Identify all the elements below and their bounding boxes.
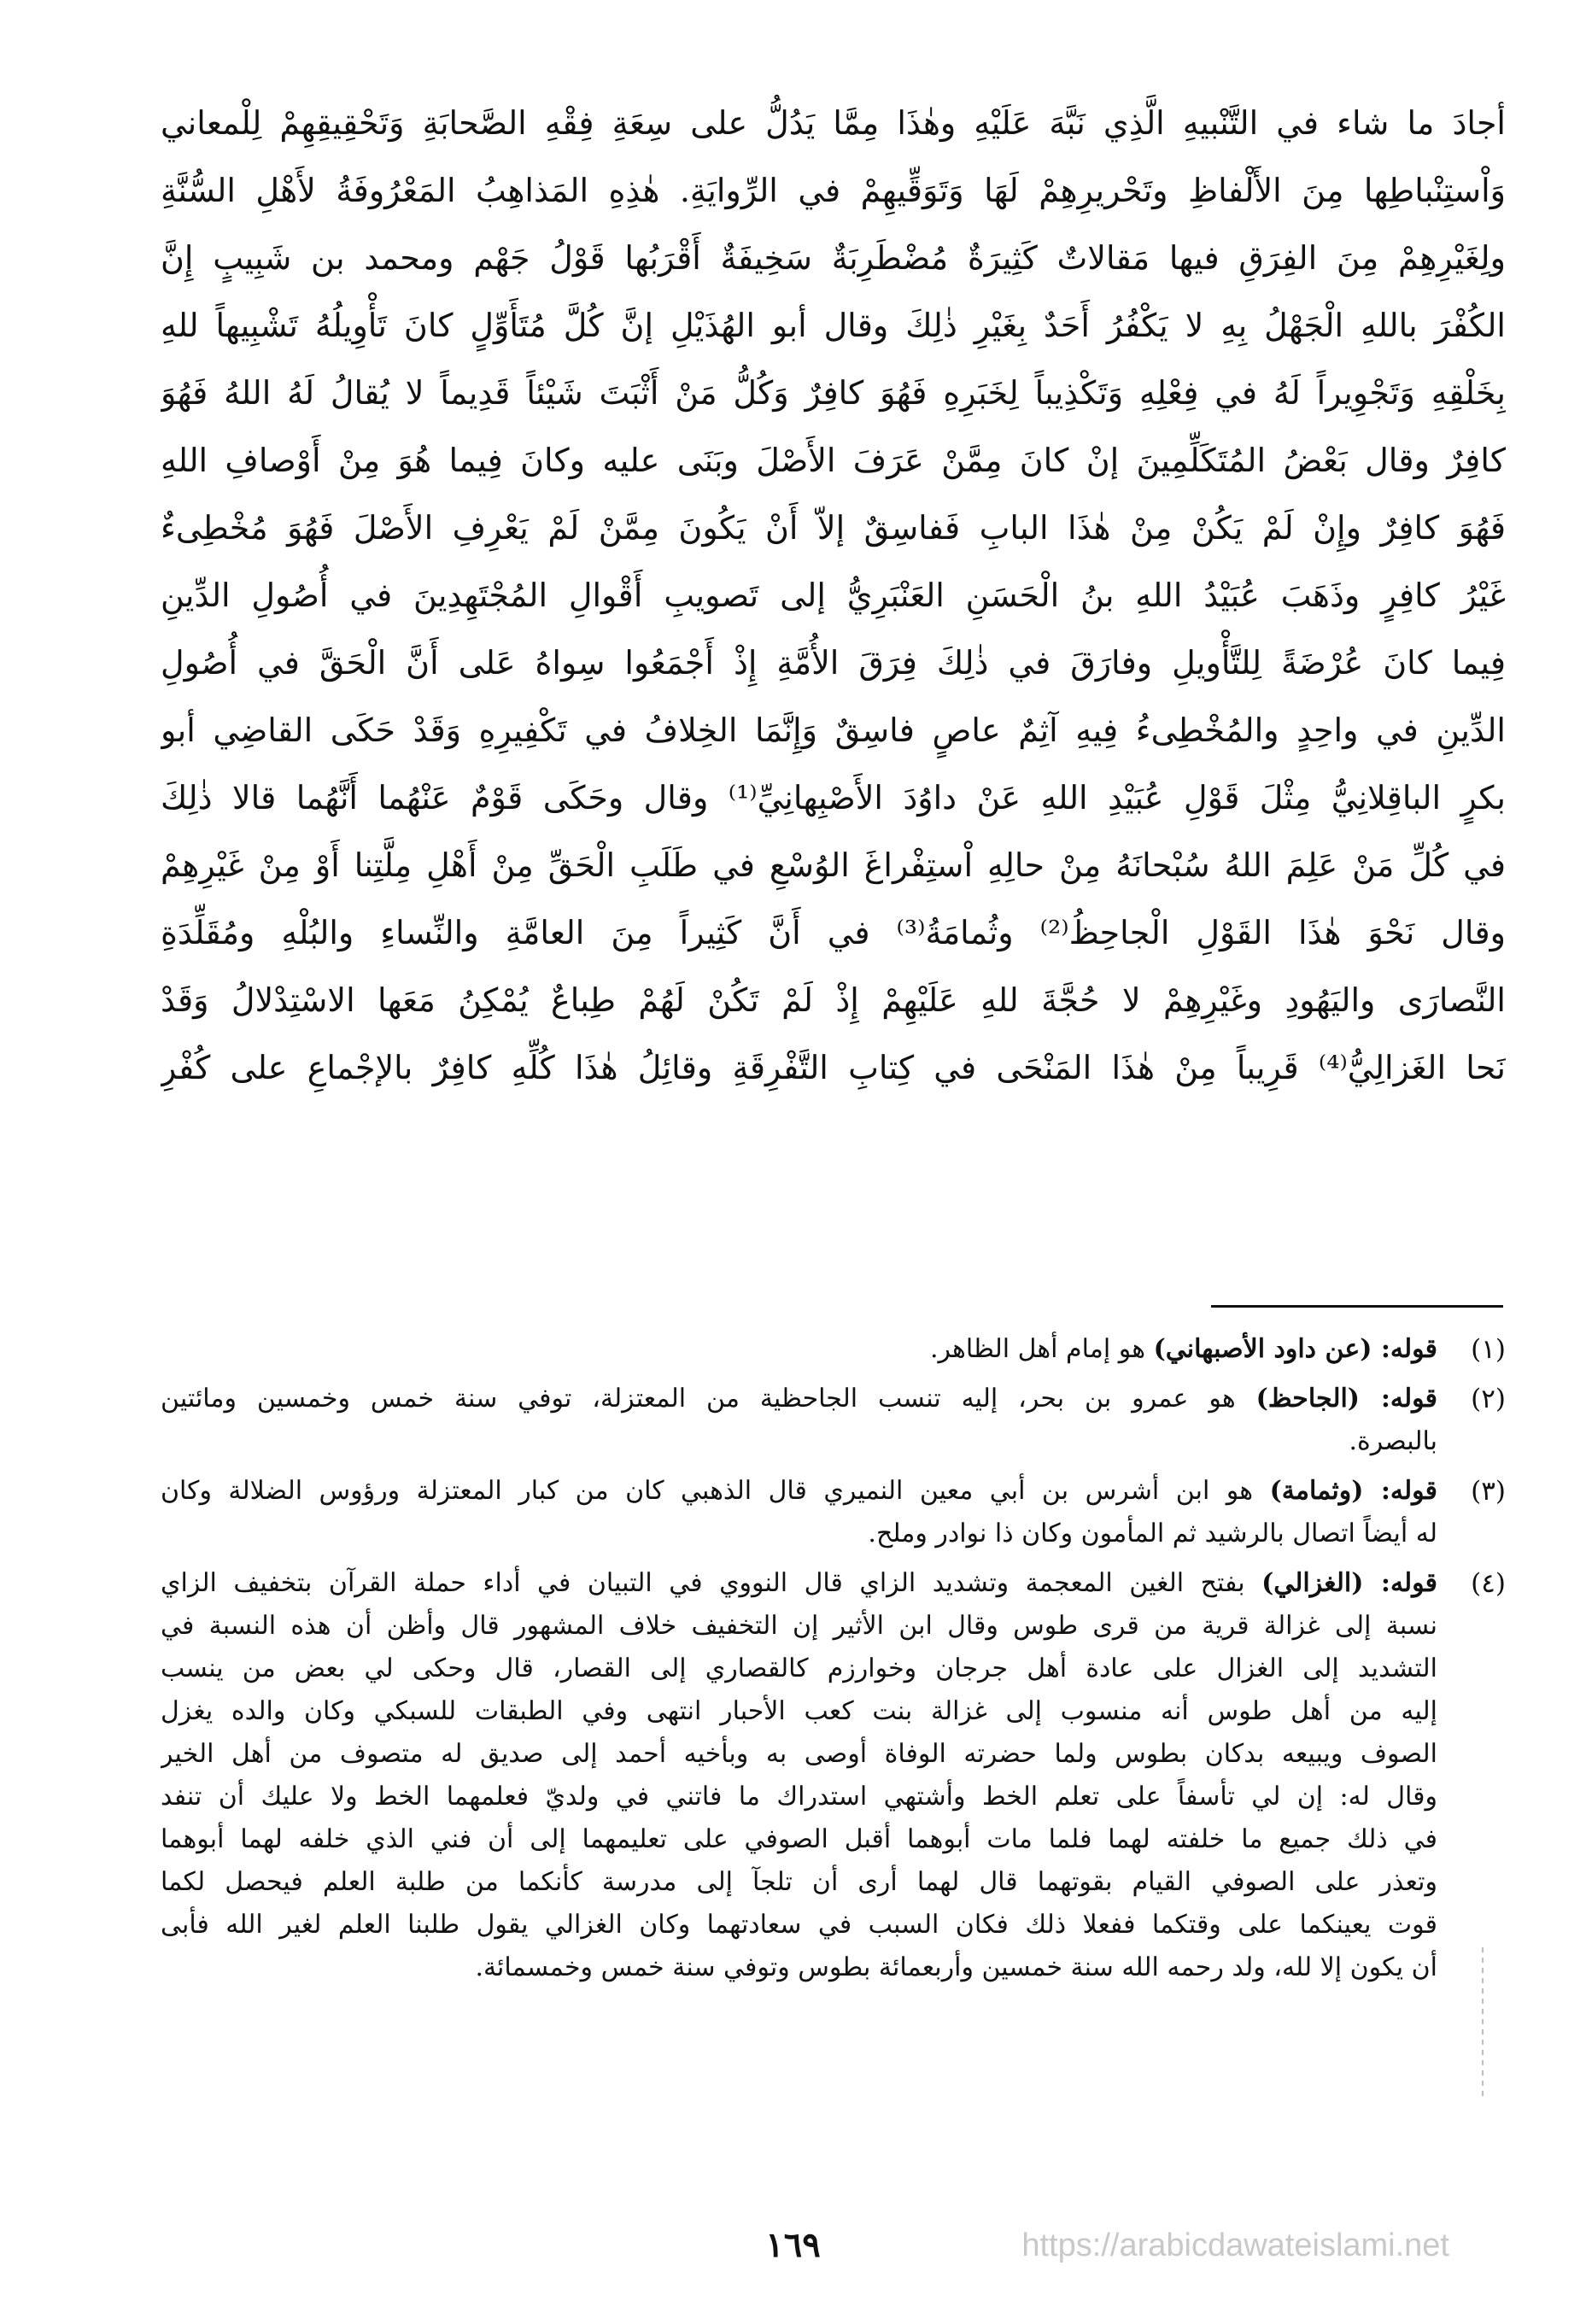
footnote-line	[161, 1562, 1437, 1605]
footnote-text: بفتح الغين المعجمة وتشديد الزاي قال النووي في التبيان في أداء حملة القرآن بتخفيف الزاي	[161, 1568, 1245, 1598]
main-text-line: ولِغَيْرِهِمْ مِنَ الفِرَقِ فيها مَقالاتٌ كَثِيرَةٌ مُضْطَرِبَةٌ سَخِيفَةٌ أَقْرَبُها قَوْلُ جَهْم ومحمد بن شَبِيبٍ إِنَّ	[161, 239, 1506, 277]
main-text-line: وقال نَحْوَ هٰذَا القَوْلِ الْجاحِظُ⁽²⁾ وثُمامَةُ⁽³⁾ في أَنَّ كَثِيراً مِنَ العامَّةِ والنِّساءِ والبُلْهِ ومُقَلِّدَةِ	[161, 914, 1506, 951]
footnote-line	[161, 1378, 1437, 1420]
footnote-text: هو إمام أهل الظاهر.	[929, 1334, 1146, 1364]
footnote-line: وتعذر على الصوفي القيام بقوتهما قال لهما أرى أن تلجآ إلى مدرسة كأنكما من طلبة العلم فيحصل لكما	[161, 1867, 1437, 1897]
main-text-line: بكرٍ الباقِلانِيُّ مِثْلَ قَوْلِ عُبَيْدِ اللهِ عَنْ داوُدَ الأَصْبِهانِيِّ⁽¹⁾ وقال وحَكَى قَوْمٌ عَنْهُما أَنَّهُما قالا ذٰلِكَ	[161, 779, 1506, 817]
footnote-label: قوله: (الغزالي)	[1261, 1568, 1437, 1598]
main-text-line: نَحا الغَزالِيُّ⁽⁴⁾ قَرِيباً مِنْ هٰذَا المَنْحَى في كِتابِ التَّفْرِقَةِ وقائِلُ هٰذَا كُلِّهِ كافِرٌ بالإجْماعِ على كُفْرِ	[161, 1049, 1506, 1086]
footnote-line: أن يكون إلا لله، ولد رحمه الله سنة خمسين وأربعمائة بطوس وتوفي سنة خمس وخمسمائة.	[475, 1952, 1437, 1982]
footnote-number: (٢)	[1471, 1384, 1506, 1414]
footnote-label: قوله: (وثمامة)	[1269, 1476, 1437, 1506]
footnote-1	[161, 1328, 1506, 1371]
footnotes	[161, 1328, 1506, 1996]
main-text-line: وَاْستِنْباطِها مِنَ الأَلْفاظِ وتَحْريرِهِمْ لَهَا وَتَوَقِّيهِمْ في الرِّوايَةِ. هٰذِهِ المَذاهِبُ المَعْرُوفَةُ لأَهْلِ السُّنَّةِ	[161, 172, 1506, 209]
main-text-line: فَهُوَ كافِرٌ وإِنْ لَمْ يَكُنْ مِنْ هٰذَا البابِ فَفاسِقٌ إلاّ أَنْ يَكُونَ مِمَّنْ لَمْ يَعْرِفِ الأَصْلَ فَهُوَ مُخْطِىءٌ	[161, 509, 1506, 547]
footnote-line: في ذلك جميع ما خلفته لهما فلما مات أبوهما أقبل الصوفي على تعليمهما إلى أن فني الذي خلفه لهما أبوهما	[161, 1824, 1437, 1854]
footnote-3	[161, 1470, 1506, 1555]
footnote-number: (٤)	[1471, 1568, 1506, 1599]
footnote-body	[161, 1378, 1437, 1463]
main-text-line: النَّصارَى واليَهُودِ وغَيْرِهِمْ لا حُجَّةَ للهِ عَلَيْهِمْ إِذْ لَمْ تَكُنْ لَهُمْ طِباعٌ يُمْكِنُ مَعَها الاسْتِدْلالُ وَقَدْ	[161, 981, 1506, 1019]
main-text-line: بِخَلْقِهِ وَتَجْوِيراً لَهُ في فِعْلِهِ وَتَكْذِيباً لِخَبَرِهِ فَهُوَ كافِرٌ وَكُلُّ مَنْ أَثْبَتَ شَيْئاً قَدِيماً لا يُقالُ لَهُ اللهُ فَهُوَ	[161, 374, 1506, 412]
footnote-line: وقال له: إن لي تأسفاً على تعلم الخط وأشتهي استدراك ما فاتني في ولديّ فعلمهما الخط ولا عليك أن تنفد	[161, 1782, 1437, 1812]
footnote-line: له أيضاً اتصال بالرشيد ثم المأمون وكان ذا نوادر وملح.	[868, 1519, 1437, 1548]
main-text-line: كافِرٌ وقال بَعْضُ المُتَكَلِّمِينَ إنْ كانَ مِمَّنْ عَرَفَ الأَصْلَ وبَنَى عليه وكانَ فِيما هُوَ مِنْ أَوْصافِ اللهِ	[161, 442, 1506, 479]
footnote-line	[161, 1328, 1437, 1371]
footnote-line: قوت يعينكما على وقتكما ففعلا ذلك فكان السبب في سعادتهما وكان الغزالي يقول طلبنا العلم لغير الله فأبى	[161, 1910, 1437, 1940]
margin-mark	[1482, 1947, 1484, 2101]
footnote-number: (٣)	[1471, 1476, 1506, 1507]
main-text-line: فِيما كانَ عُرْضَةً لِلتَّأْويلِ وفارَقَ في ذٰلِكَ فِرَقَ الأُمَّةِ إِذْ أَجْمَعُوا سِواهُ عَلى أَنَّ الْحَقَّ في أُصُولِ	[161, 644, 1506, 682]
footnote-line: التشديد إلى الغزال على عادة أهل جرجان وخوارزم كالقصاري إلى القصار، قال وحكى لي بعض من ينسب	[161, 1654, 1437, 1683]
page-number: ١٦٩	[765, 2225, 821, 2265]
footnote-text: هو ابن أشرس بن أبي معين النميري قال الذهبي كان من كبار المعتزلة ورؤوس الضلالة وكان	[161, 1476, 1254, 1506]
main-text-line: الدِّينِ في واحِدٍ والمُخْطِىءُ فِيهِ آثِمٌ عاصٍ فاسِقٌ وَإِنَّمَا الخِلافُ في تَكْفِيرِهِ وَقَدْ حَكَى القاضِي أبو	[161, 711, 1506, 749]
footnote-body	[161, 1328, 1437, 1371]
watermark: https://arabicdawateislami.net	[1021, 2227, 1449, 2263]
main-text	[161, 90, 1506, 1102]
footnote-label: قوله: (الجاحظ)	[1255, 1384, 1437, 1414]
footnote-text: هو عمرو بن بحر، إليه تنسب الجاحظية من المعتزلة، توفي سنة خمس وخمسين ومائتين	[161, 1384, 1236, 1414]
footnote-separator	[1211, 1305, 1503, 1308]
main-text-line: غَيْرُ كافِرٍ وذَهَبَ عُبَيْدُ اللهِ بنُ الْحَسَنِ العَنْبَرِيُّ إلى تَصويبِ أَقْوالِ المُجْتَهِدِينَ في أُصُولِ الدِّينِ	[161, 577, 1506, 614]
footnote-line: إليه من أهل طوس أنه منسوب إلى غزالة بنت كعب الأحبار انتهى وفي الطبقات للسبكي وكان والده يغزل	[161, 1696, 1437, 1726]
footnote-body	[161, 1562, 1437, 1989]
main-text-line: في كُلِّ مَنْ عَلِمَ اللهُ سُبْحانَهُ مِنْ حالِهِ اْستِفْراغَ الوُسْعِ في طَلَبِ الْحَقِّ مِنْ أَهْلِ مِلَّتِنا أَوْ مِنْ غَيْرِهِمْ	[161, 846, 1506, 884]
footnote-number: (١)	[1471, 1334, 1506, 1365]
footnote-label: قوله: (عن داود الأصبهاني)	[1153, 1334, 1437, 1364]
main-text-line: أجادَ ما شاء في التَّنْبيهِ الَّذِي نَبَّهَ عَلَيْهِ وهٰذَا مِمَّا يَدُلُّ على سِعَةِ فِقْهِ الصَّحابَةِ وَتَحْقِيقِهِمْ لِلْمعاني	[161, 104, 1506, 142]
footnote-line: الصوف ويبيعه بدكان بطوس ولما حضرته الوفاة أوصى به وبأخيه أحمد إلى صديق له متصوف من أهل الخير	[161, 1739, 1437, 1769]
footnote-line: نسبة إلى غزالة قرية من قرى طوس وقال ابن الأثير إن التخفيف خلاف المشهور قال وأظن أن هذه النسبة في	[161, 1611, 1437, 1641]
footnote-body	[161, 1470, 1437, 1555]
footnote-line	[161, 1470, 1437, 1513]
footnote-line: بالبصرة.	[1349, 1426, 1437, 1456]
footnote-4	[161, 1562, 1506, 1989]
footnote-2	[161, 1378, 1506, 1463]
main-text-line: الكُفْرَ باللهِ الْجَهْلُ بِهِ لا يَكْفُرُ أَحَدٌ بِغَيْرِ ذٰلِكَ وقال أبو الهُذَيْلِ إنَّ كُلَّ مُتَأَوِّلٍ كانَ تَأْوِيلُهُ تَشْبِيهاً للهِ	[161, 307, 1506, 344]
